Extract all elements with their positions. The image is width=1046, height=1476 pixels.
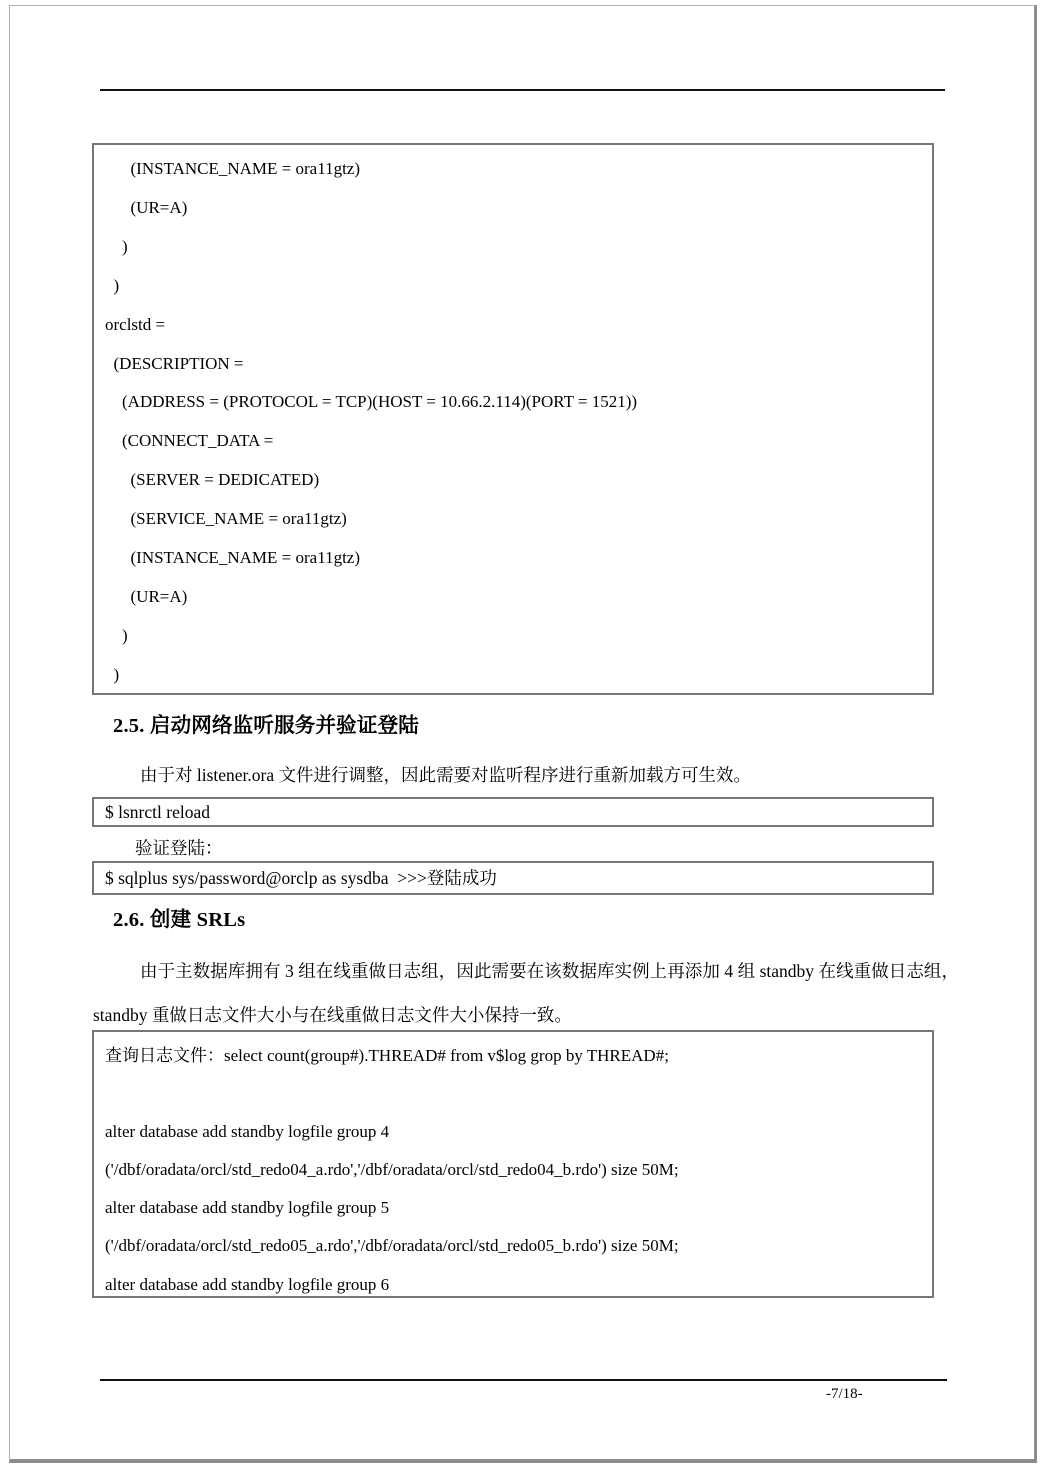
section-heading-2-5: 2.5. 启动网络监听服务并验证登陆 xyxy=(113,715,419,737)
code-line: alter database add standby logfile group 4 xyxy=(105,1122,390,1142)
code-line: (CONNECT_DATA = xyxy=(105,431,274,451)
code-line: (SERVICE_NAME = ora11gtz) xyxy=(105,509,347,529)
srl-code-content xyxy=(94,1032,932,1298)
verify-login-label: 验证登陆： xyxy=(135,838,223,858)
lsnrctl-reload-command-box xyxy=(92,797,934,827)
code-line: ) xyxy=(105,236,128,256)
section-heading-2-6: 2.6. 创建 SRLs xyxy=(113,909,246,931)
code-line: alter database add standby logfile group 5 xyxy=(105,1198,390,1218)
tnsnames-code-block xyxy=(92,143,934,695)
code-line: (INSTANCE_NAME = ora11gtz) xyxy=(105,159,360,178)
code-line: ) xyxy=(105,625,128,645)
paragraph-srl-intro: 由于主数据库拥有 3 组在线重做日志组，因此需要在该数据库实例上再添加 4 组 standby 在线重做日志组，standby 重做日志文件大小与在线重做日志文件大小保持一致。 xyxy=(93,961,959,1025)
code-line xyxy=(105,1075,926,1113)
code-line: (DESCRIPTION = xyxy=(105,353,244,373)
code-line: ('/dbf/oradata/orcl/std_redo05_a.rdo','/dbf/oradata/orcl/std_redo05_b.rdo') size 50M; xyxy=(105,1236,679,1256)
srl-code-block xyxy=(92,1030,934,1298)
footer-rule xyxy=(100,1379,947,1381)
code-line: (SERVER = DEDICATED) xyxy=(105,470,320,490)
code-line: 查询日志文件：select count(group#).THREAD# from v$log grop by THREAD#; xyxy=(105,1046,669,1065)
sqlplus-login-command-box xyxy=(92,861,934,895)
code-line: ) xyxy=(105,664,120,684)
command-text: $ lsnrctl reload xyxy=(105,802,210,822)
code-line: orclstd = xyxy=(105,314,166,334)
code-line: (INSTANCE_NAME = ora11gtz) xyxy=(105,548,360,568)
code-line: ) xyxy=(105,275,120,295)
tnsnames-code-content xyxy=(94,145,932,695)
header-rule xyxy=(100,89,945,91)
paragraph-listener-reload: 由于对 listener.ora 文件进行调整，因此需要对监听程序进行重新加载方可生效。 xyxy=(140,765,752,785)
page-number: -7/18- xyxy=(826,1386,863,1402)
code-line: alter database add standby logfile group 6 xyxy=(105,1274,390,1294)
code-line: (ADDRESS = (PROTOCOL = TCP)(HOST = 10.66.2.114)(PORT = 1521)) xyxy=(105,392,638,412)
code-line: (UR=A) xyxy=(105,197,188,217)
code-line: (UR=A) xyxy=(105,586,188,606)
command-text: $ sqlplus sys/password@orclp as sysdba >>>登陆成功 xyxy=(105,868,497,888)
code-line: ('/dbf/oradata/orcl/std_redo04_a.rdo','/dbf/oradata/orcl/std_redo04_b.rdo') size 50M; xyxy=(105,1160,679,1180)
